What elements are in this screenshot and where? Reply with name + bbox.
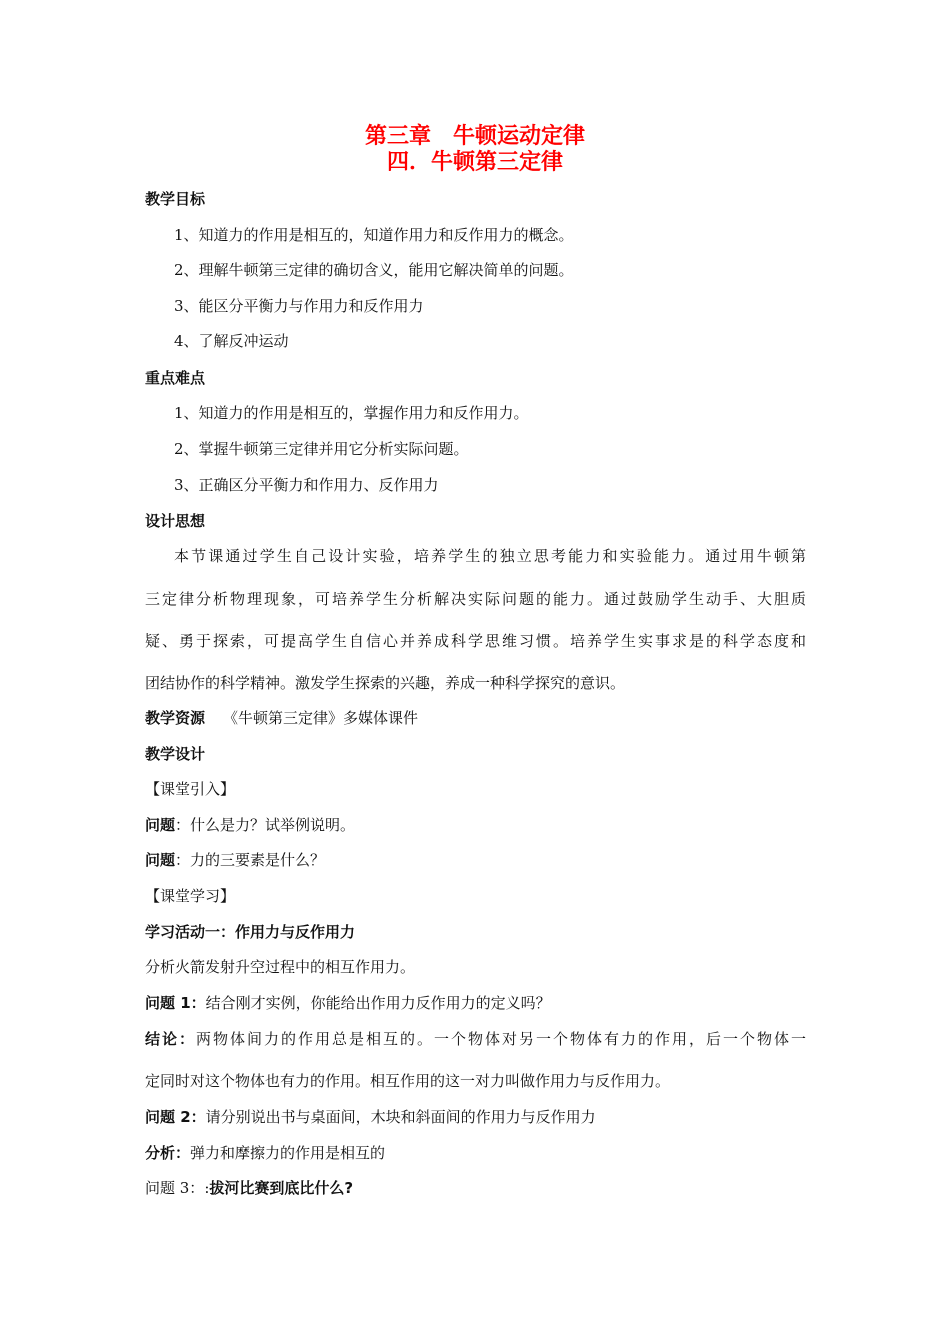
design-line-2: 三定律分析物理现象，可培养学生分析解决实际问题的能力。通过鼓励学生动手、大胆质: [145, 590, 806, 608]
design-line-3: 疑、勇于探索，可提高学生自信心并养成科学思维习惯。培养学生实事求是的科学态度和: [145, 632, 806, 650]
goal-item-4: 4、了解反冲运动: [174, 332, 289, 350]
analysis: [145, 1144, 810, 1162]
resources-text: 《牛顿第三定律》多媒体课件: [223, 709, 419, 727]
goal-item-2: 2、理解牛顿第三定律的确切含义，能用它解决简单的问题。: [174, 261, 574, 279]
problem-2-label: 问题 2：: [145, 1108, 206, 1126]
goal-item-1: 1、知道力的作用是相互的，知道作用力和反作用力的概念。: [174, 226, 574, 244]
activity-1-text: 分析火箭发射升空过程中的相互作用力。: [145, 958, 416, 976]
goal-item-3: 3、能区分平衡力与作用力和反作用力: [174, 297, 424, 315]
intro-label: 【课堂引入】: [145, 780, 236, 798]
design-heading: 设计思想: [145, 512, 206, 530]
intro-question-2: [145, 851, 810, 869]
problem-1: [145, 994, 810, 1012]
key-points-heading: 重点难点: [145, 369, 206, 387]
problem-2-text: 请分别说出书与桌面间，木块和斜面间的作用力与反作用力: [205, 1108, 596, 1126]
conclusion-label: 结论：: [145, 1030, 196, 1048]
conclusion-text-1: 两物体间力的作用总是相互的。一个物体对另一个物体有力的作用，后一个物体一: [196, 1030, 806, 1048]
problem-1-text: 结合刚才实例，你能给出作用力反作用力的定义吗？: [205, 994, 551, 1012]
analysis-label: 分析：: [145, 1144, 191, 1162]
intro-question-1-text: ：什么是力？试举例说明。: [175, 816, 356, 834]
conclusion-line-2: 定同时对这个物体也有力的作用。相互作用的这一对力叫做作用力与反作用力。: [145, 1072, 671, 1090]
intro-question-2-text: ：力的三要素是什么？: [175, 851, 326, 869]
problem-1-label: 问题 1：: [145, 994, 206, 1012]
problem-3-label: 问题 3：: [145, 1179, 205, 1197]
key-point-1: 1、知道力的作用是相互的，掌握作用力和反作用力。: [174, 404, 529, 422]
resources-line: [145, 709, 810, 727]
section-title: 四．牛顿第三定律: [386, 150, 563, 175]
key-point-2: 2、掌握牛顿第三定律并用它分析实际问题。: [174, 440, 469, 458]
design-line-4: 团结协作的科学精神。激发学生探索的兴趣，养成一种科学探究的意识。: [145, 674, 626, 692]
chapter-title: 第三章 牛顿运动定律: [364, 124, 585, 149]
resources-heading: 教学资源: [145, 709, 206, 727]
problem-3: [145, 1179, 810, 1197]
study-label: 【课堂学习】: [145, 887, 236, 905]
key-point-3: 3、正确区分平衡力和作用力、反作用力: [174, 476, 439, 494]
activity-1-title: 学习活动一：作用力与反作用力: [145, 923, 356, 941]
teaching-design-heading: 教学设计: [145, 745, 206, 763]
design-line-1: 本节课通过学生自己设计实验，培养学生的独立思考能力和实验能力。通过用牛顿第: [174, 547, 806, 565]
problem-3-sep: :: [204, 1179, 210, 1197]
intro-question-1-label: 问题: [145, 816, 176, 834]
problem-3-text: 拔河比赛到底比什么?: [209, 1179, 354, 1197]
intro-question-2-label: 问题: [145, 851, 176, 869]
teaching-goals-heading: 教学目标: [145, 190, 206, 208]
conclusion-line-1: [145, 1030, 806, 1048]
intro-question-1: [145, 816, 810, 834]
analysis-text: 弹力和摩擦力的作用是相互的: [190, 1144, 386, 1162]
problem-2: [145, 1108, 810, 1126]
